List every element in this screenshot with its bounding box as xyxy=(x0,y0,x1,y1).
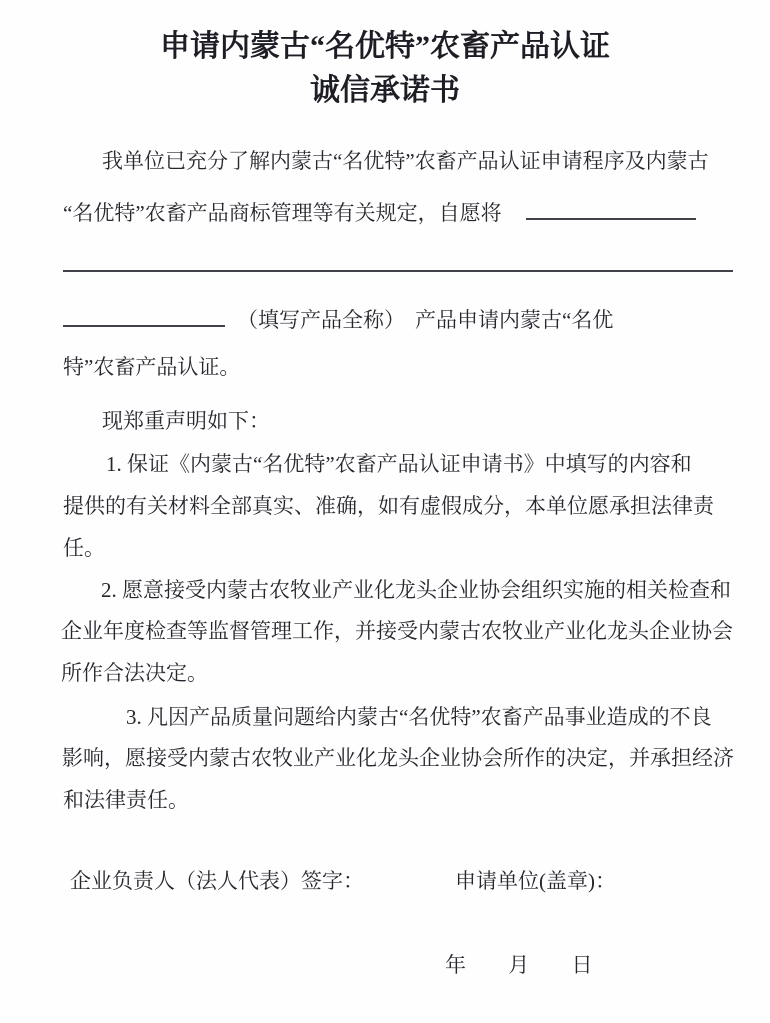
item1-line2: 提供的有关材料全部真实、准确，如有虚假成分，本单位愿承担法律责 xyxy=(63,494,714,518)
item2-line1: 2. 愿意接受内蒙古农牧业产业化龙头企业协会组织实施的相关检查和 xyxy=(101,578,731,602)
item1-line3: 任。 xyxy=(63,536,105,560)
paragraph1-line5: 特”农畜产品认证。 xyxy=(63,355,241,379)
date-day-label: 日 xyxy=(571,953,593,977)
paragraph1-line1: 我单位已充分了解内蒙古“名优特”农畜产品认证申请程序及内蒙古 xyxy=(102,149,709,173)
date-line xyxy=(445,950,593,980)
responsible-person-signature-label: 企业负责人（法人代表）签字： xyxy=(70,869,364,893)
item2-line2: 企业年度检查等监督管理工作，并接受内蒙古农牧业产业化龙头企业协会 xyxy=(61,619,733,643)
item2-line3: 所作合法决定。 xyxy=(61,661,208,685)
paragraph1-line2 xyxy=(63,198,696,228)
paragraph1-line4-text: 产品申请内蒙古“名优 xyxy=(415,308,614,332)
product-name-blank-end[interactable] xyxy=(63,324,225,327)
date-month-label: 月 xyxy=(508,953,530,977)
item3-line3: 和法律责任。 xyxy=(63,788,189,812)
paragraph1-line2-text: “名优特”农畜产品商标管理等有关规定，自愿将 xyxy=(63,201,502,225)
product-name-blank-full-line[interactable] xyxy=(63,242,733,272)
item3-line2: 影响，愿接受内蒙古农牧业产业化龙头企业协会所作的决定，并承担经济 xyxy=(62,746,734,770)
fill-product-full-name-note: （填写产品全称） xyxy=(237,308,405,332)
document-title-line-1: 申请内蒙古“名优特”农畜产品认证 xyxy=(160,30,610,63)
document-title-line-2: 诚信承诺书 xyxy=(310,74,460,107)
item1-line1: 1. 保证《内蒙古“名优特”农畜产品认证申请书》中填写的内容和 xyxy=(106,452,692,476)
applicant-unit-seal-label: 申请单位(盖章)： xyxy=(455,869,616,893)
product-name-blank-start[interactable] xyxy=(526,217,696,220)
declaration-heading: 现郑重声明如下： xyxy=(102,409,270,433)
paragraph1-line4 xyxy=(63,305,613,335)
date-year-label: 年 xyxy=(445,953,466,977)
item3-line1: 3. 凡因产品质量问题给内蒙古“名优特”农畜产品事业造成的不良 xyxy=(126,705,712,729)
